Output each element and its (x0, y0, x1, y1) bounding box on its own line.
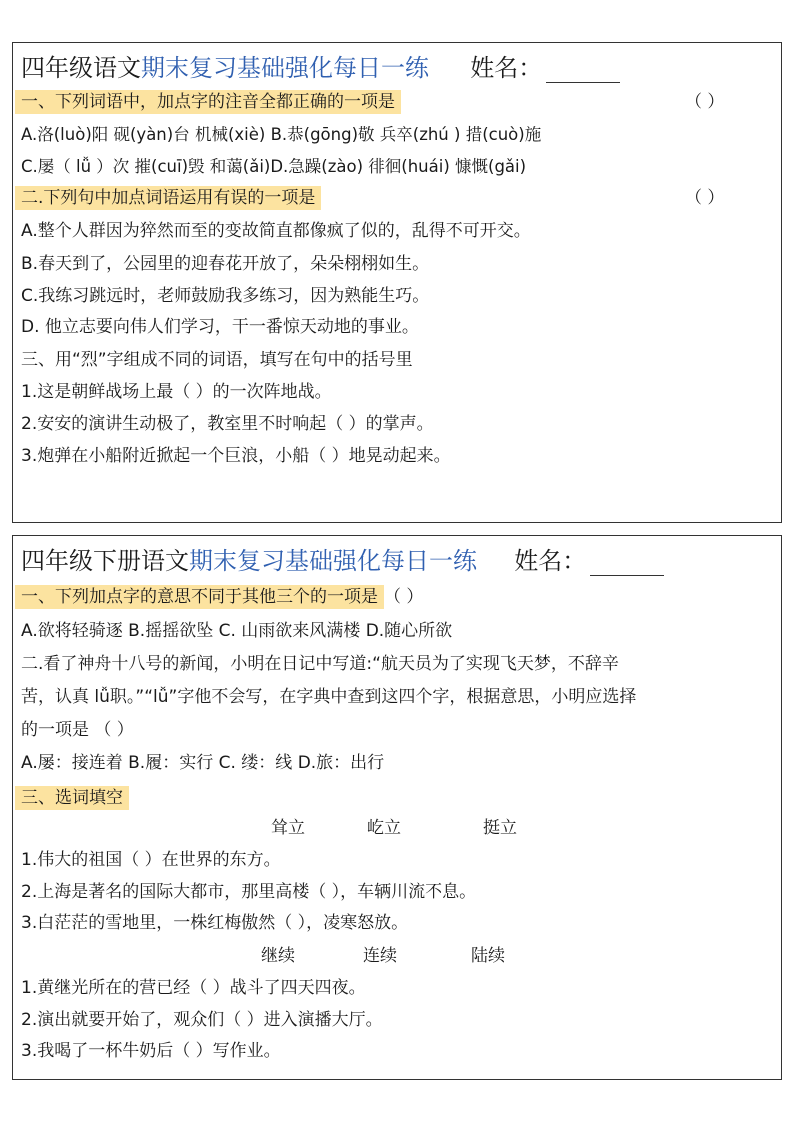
name-label: 姓名： (514, 547, 587, 575)
answer-blank[interactable]: （ ） (685, 92, 725, 112)
card-title (21, 546, 664, 576)
q3-sentence-5: 2.演出就要开始了，观众们（ ）进入演播大厅。 (21, 1010, 383, 1030)
question-2-heading: 二.下列句中加点词语运用有误的一项是 (21, 187, 321, 209)
q2-text-line-1: 二.看了神舟十八号的新闻，小明在日记中写道:“航天员为了实现飞天梦，不辞辛 (21, 654, 619, 674)
q2-options: A.屡：接连着 B.履：实行 C. 缕：线 D.旅：出行 (21, 753, 385, 773)
exercise-card-2 (12, 535, 782, 1080)
name-blank[interactable] (590, 553, 664, 576)
q3-sentence-1: 1.这是朝鲜战场上最（ ）的一次阵地战。 (21, 382, 332, 402)
word-choice: 继续 (261, 946, 295, 966)
q2-option-b: B.春天到了，公园里的迎春花开放了，朵朵栩栩如生。 (21, 254, 430, 274)
name-blank[interactable] (546, 60, 620, 83)
q2-option-c: C.我练习跳远时，老师鼓励我多练习，因为熟能生巧。 (21, 286, 430, 306)
q3-sentence-2: 2.上海是著名的国际大都市，那里高楼（ ），车辆川流不息。 (21, 882, 477, 902)
name-label: 姓名： (470, 54, 543, 82)
question-3-heading: 三、选词填空 (21, 787, 129, 809)
q3-sentence-3: 3.白茫茫的雪地里，一株红梅傲然（ ），凌寒怒放。 (21, 913, 409, 933)
title-main: 期末复习基础强化每日一练 (189, 547, 477, 575)
answer-blank[interactable]: （ ） (685, 188, 725, 208)
word-choice: 连续 (363, 946, 397, 966)
q1-options-line-1: A.洛(luò)阳 砚(yàn)台 机械(xiè) B.恭(gōng)敬 兵卒(zhú ) 措(cuò)施 (21, 125, 542, 144)
title-main: 期末复习基础强化每日一练 (141, 54, 429, 82)
q1-options: A.欲将轻骑逐 B.摇摇欲坠 C. 山雨欲来风满楼 D.随心所欲 (21, 621, 453, 641)
q3-sentence-6: 3.我喝了一杯牛奶后（ ）写作业。 (21, 1041, 281, 1061)
q3-sentence-4: 1.黄继光所在的营已经（ ）战斗了四天四夜。 (21, 978, 366, 998)
q1-options-line-2: C.屡（ lǚ ）次 摧(cuī)毁 和蔼(ǎi)D.急躁(zào) 徘徊(huái) 慷慨(gǎi) (21, 157, 527, 176)
card-title (21, 53, 620, 83)
q3-sentence-3: 3.炮弹在小船附近掀起一个巨浪，小船（ ）地晃动起来。 (21, 446, 451, 466)
word-choice: 陆续 (471, 946, 505, 966)
q3-sentence-1: 1.伟大的祖国（ ）在世界的东方。 (21, 850, 281, 870)
answer-blank[interactable]: （ ） (384, 587, 424, 607)
question-1-heading: 一、下列加点字的意思不同于其他三个的一项是 （ ） (21, 586, 423, 608)
question-1-heading: 一、下列词语中，加点字的注音全都正确的一项是 (21, 91, 401, 113)
q2-text-line-3: 的一项是 （ ） (21, 720, 134, 740)
title-grade: 四年级下册语文 (21, 547, 189, 575)
question-3-heading: 三、用“烈”字组成不同的词语，填写在句中的括号里 (21, 350, 413, 370)
word-choice: 屹立 (367, 818, 401, 838)
q3-sentence-2: 2.安安的演讲生动极了，教室里不时响起（ ）的掌声。 (21, 414, 434, 434)
q2-text-line-2: 苦，认真 lǚ职。”“lǚ”字他不会写，在字典中查到这四个字，根据意思，小明应选择 (21, 687, 637, 707)
q2-option-d: D. 他立志要向伟人们学习，干一番惊天动地的事业。 (21, 317, 419, 337)
word-choice: 耸立 (271, 818, 305, 838)
q2-option-a: A.整个人群因为猝然而至的变故简直都像疯了似的，乱得不可开交。 (21, 221, 531, 241)
exercise-card-1 (12, 42, 782, 523)
word-choice: 挺立 (483, 818, 517, 838)
title-grade: 四年级语文 (21, 54, 141, 82)
